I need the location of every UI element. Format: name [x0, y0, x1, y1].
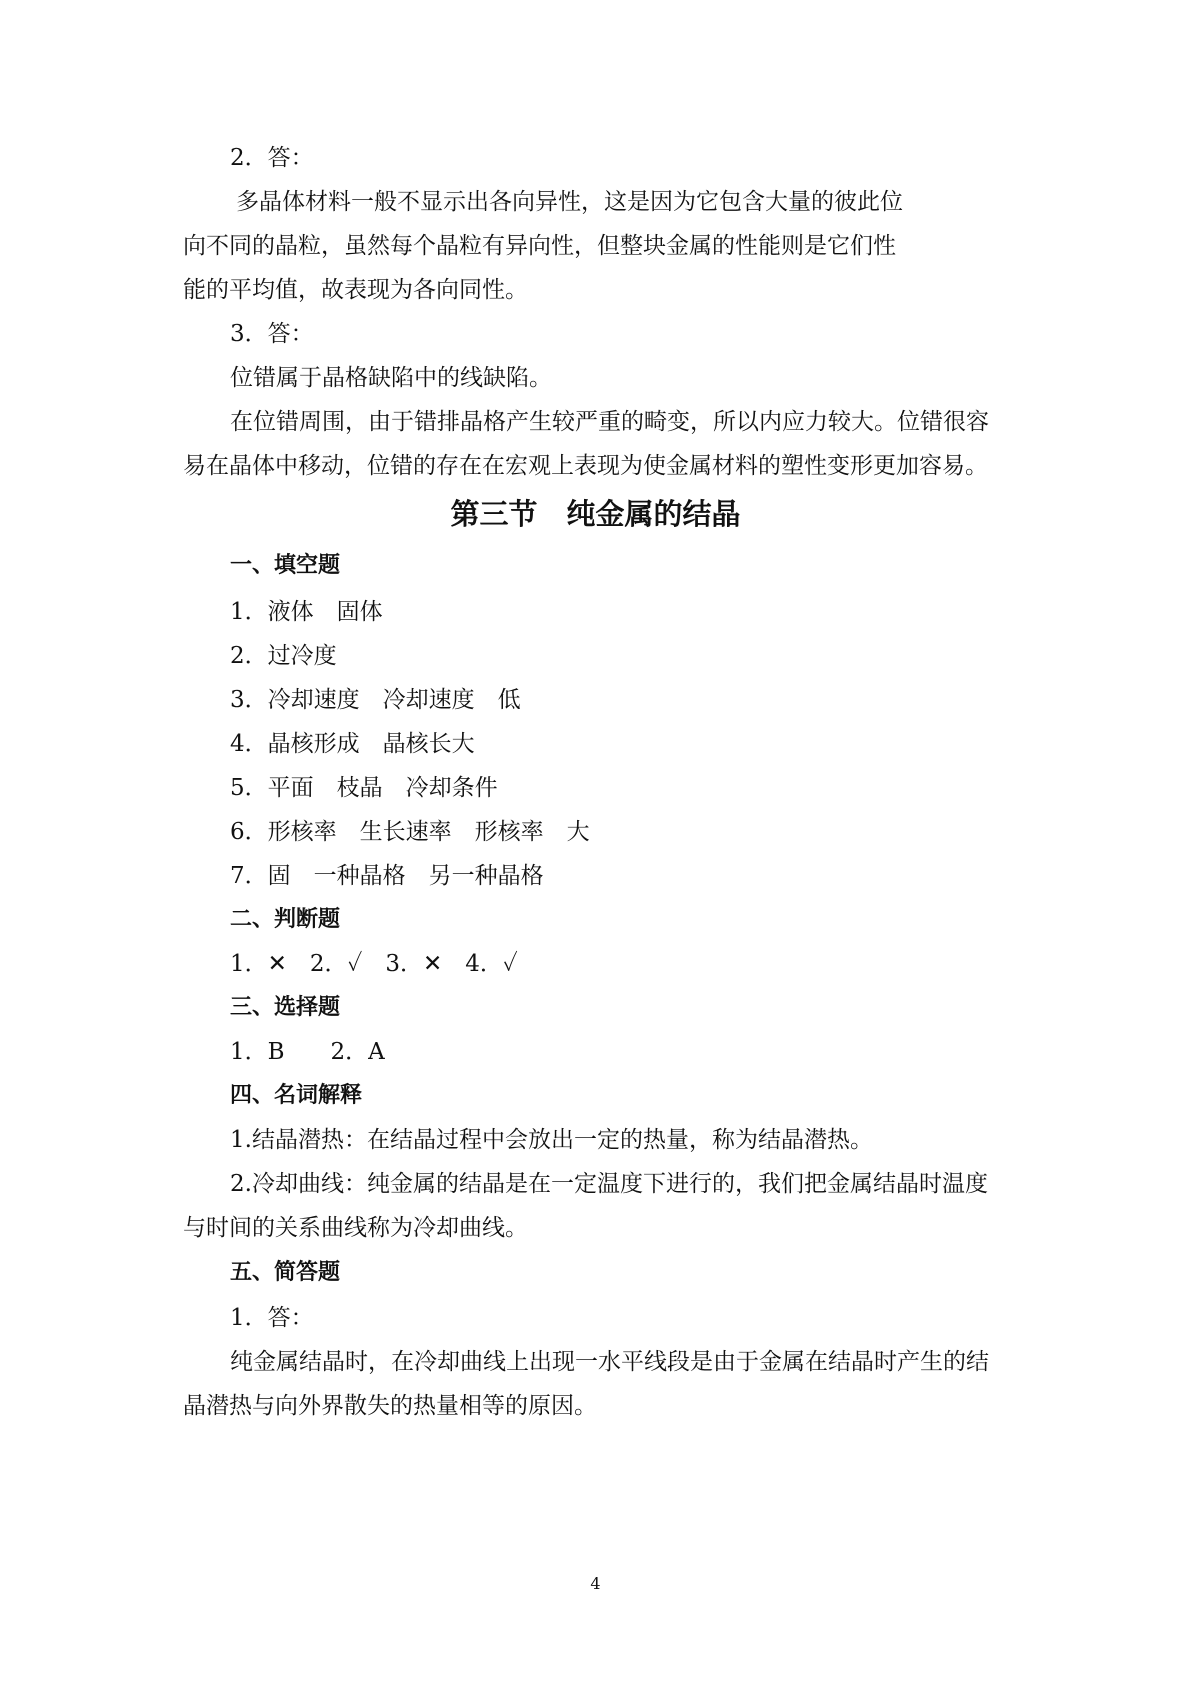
answer-2-line-3: 能的平均值，故表现为各向同性。	[183, 277, 528, 303]
section-title: 第三节 纯金属的结晶	[450, 497, 741, 531]
answer-2-label: 2．答：	[230, 145, 314, 171]
term-2-line-2: 与时间的关系曲线称为冷却曲线。	[183, 1215, 528, 1241]
answer-3-line-1: 位错属于晶格缺陷中的线缺陷。	[230, 365, 552, 391]
term-2-line-1: 2.冷却曲线：纯金属的结晶是在一定温度下进行的，我们把金属结晶时温度	[230, 1171, 988, 1197]
fill-blank-item: 2．过冷度	[230, 643, 337, 669]
short-answer-heading: 五、简答题	[230, 1260, 341, 1285]
judge-answers: 1．✕ 2．✓ 3．✕ 4．✓	[230, 951, 518, 977]
fill-blank-item: 7．固 一种晶格 另一种晶格	[230, 863, 544, 889]
term-1: 1.结晶潜热：在结晶过程中会放出一定的热量，称为结晶潜热。	[230, 1127, 873, 1153]
short-answer-1-line-1: 纯金属结晶时，在冷却曲线上出现一水平线段是由于金属在结晶时产生的结	[230, 1349, 989, 1375]
answer-2-line-2: 向不同的晶粒，虽然每个晶粒有异向性，但整块金属的性能则是它们性	[183, 233, 896, 259]
judge-heading: 二、判断题	[230, 907, 341, 932]
fill-blank-item: 6．形核率 生长速率 形核率 大	[230, 819, 590, 845]
answer-2-line-1: 多晶体材料一般不显示出各向异性，这是因为它包含大量的彼此位	[236, 189, 903, 215]
fill-blank-heading: 一、填空题	[230, 553, 341, 578]
answer-3-para-line-1: 在位错周围，由于错排晶格产生较严重的畸变，所以内应力较大。位错很容	[230, 409, 989, 435]
answer-3-para-line-2: 易在晶体中移动，位错的存在在宏观上表现为使金属材料的塑性变形更加容易。	[183, 453, 988, 479]
fill-blank-item: 5．平面 枝晶 冷却条件	[230, 775, 498, 801]
fill-blank-item: 1．液体 固体	[230, 599, 383, 625]
choice-answers: 1．B 2．A	[230, 1039, 385, 1065]
page-number: 4	[590, 1574, 601, 1593]
short-answer-1-line-2: 晶潜热与向外界散失的热量相等的原因。	[183, 1393, 597, 1419]
short-answer-1-label: 1．答：	[230, 1305, 314, 1331]
choice-heading: 三、选择题	[230, 995, 341, 1020]
answer-3-label: 3．答：	[230, 321, 314, 347]
fill-blank-item: 4．晶核形成 晶核长大	[230, 731, 475, 757]
terms-heading: 四、名词解释	[230, 1083, 363, 1108]
fill-blank-item: 3．冷却速度 冷却速度 低	[230, 687, 521, 713]
